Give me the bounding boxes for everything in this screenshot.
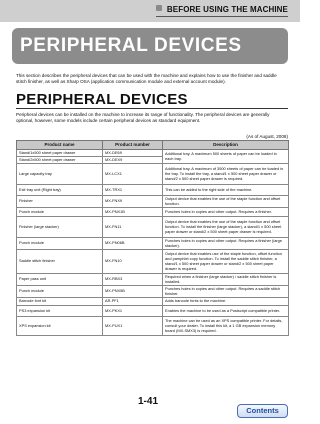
product-number-cell: MX-DEX9 [103, 157, 163, 164]
product-number-cell: MX-RBX3 [103, 274, 163, 286]
product-name-cell: Finisher [17, 196, 103, 208]
description-cell: Output device that enables use of the staple function, offset function and pamphlet copy function. To install the saddle stitch finisher, a stand/1 x 500 sheet paper drawer or stand/2 x 500 sheet paper drawer is required. [163, 250, 289, 274]
table-row [17, 150, 289, 157]
table-row [17, 298, 289, 306]
product-number-cell: MX-FN11 [103, 217, 163, 238]
section-heading: PERIPHERAL DEVICES [16, 91, 188, 108]
description-cell: Output device that enables the use of the staple function and offset function. To install the finisher (large stacker), a stand/1 x 500 sheet paper drawer or stand/2 x 500 sheet paper drawer is required. [163, 217, 289, 238]
table-row [17, 274, 289, 286]
product-number-cell: MX-PNX5B [103, 286, 163, 298]
description-cell: Enables the machine to be used as a Postscript compatible printer. [163, 306, 289, 317]
table-row [17, 196, 289, 208]
table-row [17, 286, 289, 298]
product-name-cell: Punch module [17, 238, 103, 250]
column-header: Description [163, 141, 289, 150]
page-number: 1-41 [138, 396, 159, 407]
product-number-cell: MX-PN06B [103, 238, 163, 250]
table-body [17, 150, 289, 336]
description-cell: Required when a finisher (large stacker) / saddle stitch finisher is installed. [163, 274, 289, 286]
table-row [17, 250, 289, 274]
peripheral-devices-table [16, 140, 289, 336]
product-name-cell: Barcode font kit [17, 298, 103, 306]
product-number-cell: MX-PNX1B [103, 208, 163, 217]
product-number-cell: MX-TRX1 [103, 185, 163, 196]
description-cell: Additional tray. A maximum 500 sheets of paper can be loaded in each tray. [163, 150, 289, 164]
column-header: Product number [103, 141, 163, 150]
header-marker [156, 5, 162, 11]
table-row [17, 217, 289, 238]
title-banner [12, 28, 288, 64]
table-row [17, 238, 289, 250]
description-cell: Punches holes in copies and other output. Requires a saddle stitch finisher. [163, 286, 289, 298]
product-name-cell: Punch module [17, 286, 103, 298]
table-row [17, 208, 289, 217]
header-rule [156, 16, 288, 17]
product-number-cell: MX-LCX1 [103, 164, 163, 185]
description-cell: Punches holes in copies and other output. Requires a finisher (large stacker). [163, 238, 289, 250]
banner-title: PERIPHERAL DEVICES [20, 35, 242, 56]
description-cell: Adds barcode fonts to the machine. [163, 298, 289, 306]
contents-button[interactable]: Contents [237, 404, 288, 418]
product-name-cell: Saddle stitch finisher [17, 250, 103, 274]
product-name-cell: Punch module [17, 208, 103, 217]
table-row [17, 317, 289, 336]
product-name-cell: Paper pass unit [17, 274, 103, 286]
product-name-cell: XPS expansion kit [17, 317, 103, 336]
product-name-cell: Finisher (large stacker) [17, 217, 103, 238]
product-number-cell: MX-PUX1 [103, 317, 163, 336]
description-cell: This can be added to the right side of the machine. [163, 185, 289, 196]
product-number-cell: AR-PF1 [103, 298, 163, 306]
table-row [17, 185, 289, 196]
product-name-cell: PS3 expansion kit [17, 306, 103, 317]
section-heading-rule [16, 108, 288, 109]
product-number-cell: MX-DE69 [103, 150, 163, 157]
product-name-cell: Stand/1x500 sheet paper drawer [17, 150, 103, 157]
column-header: Product name [17, 141, 103, 150]
product-name-cell: Stand/2x500 sheet paper drawer [17, 157, 103, 164]
description-cell: Additional tray. A maximum of 3500 sheets of paper can be loaded in the tray. To install the tray, a stand/1 x 500 sheet paper drawer or stand/2 x 500 sheet paper drawer is required. [163, 164, 289, 185]
section-paragraph: Peripheral devices can be installed on the machine to increase its range of functionality. The peripheral devices are generally optional, however, some models include certain peripheral devices as standard equipment. [16, 112, 270, 123]
product-number-cell: MX-FN10 [103, 250, 163, 274]
description-cell: Output device that enables the use of the staple function and offset function. [163, 196, 289, 208]
table-row [17, 306, 289, 317]
product-name-cell: Exit tray unit (Right tray) [17, 185, 103, 196]
table-row [17, 164, 289, 185]
page-header [0, 0, 300, 22]
table-header-row [17, 141, 289, 150]
as-of-date: (As of August, 2008) [246, 134, 288, 139]
intro-text: This section describes the peripheral devices that can be used with the machine and explains how to use the finisher and saddle stitch finisher, as well as Sharp OSA (application communication module and external account module). [16, 73, 277, 84]
description-cell: The machine can be used as an XPS compatible printer. For details, consult your dealer. To install this kit, a 1 GB expansion memory board (MX-SMX3) is required. [163, 317, 289, 336]
product-number-cell: MX-FNX9 [103, 196, 163, 208]
description-cell: Punches holes in copies and other output. Requires a finisher. [163, 208, 289, 217]
header-title: BEFORE USING THE MACHINE [166, 5, 288, 14]
product-number-cell: MX-PKX1 [103, 306, 163, 317]
product-name-cell: Large capacity tray [17, 164, 103, 185]
